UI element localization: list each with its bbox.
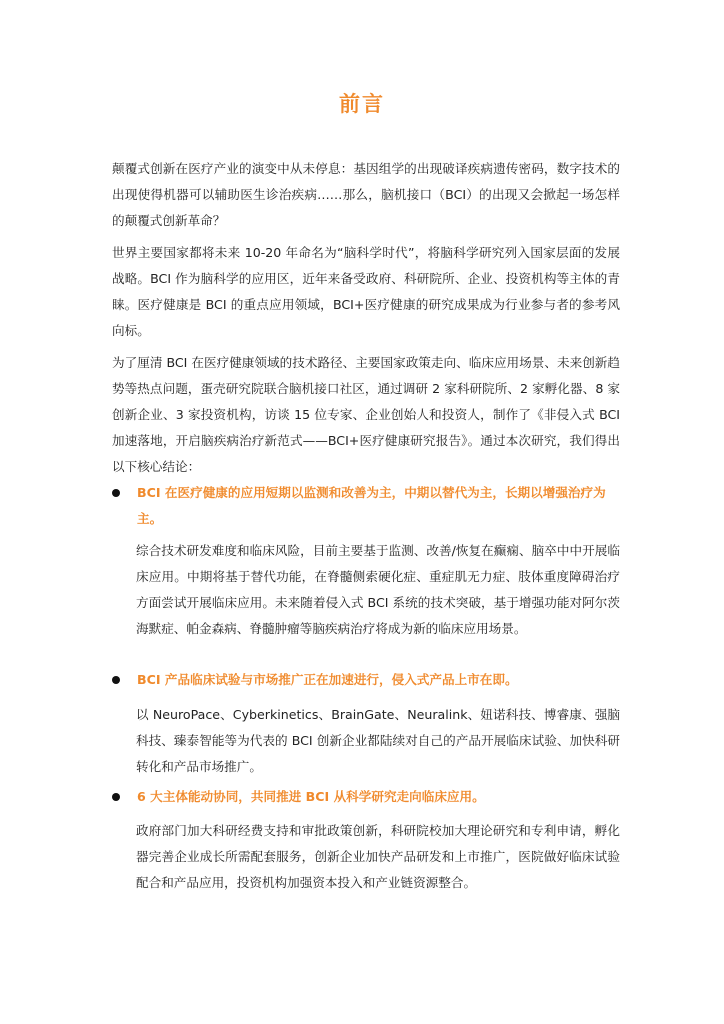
conclusion-body: 综合技术研发难度和临床风险，目前主要基于监测、改善/恢复在癫痫、脑卒中中开展临床应用。中期将基于替代功能，在脊髓侧索硬化症、重症肌无力症、肢体重度障碍治疗方面尝试开展临床应用。未来随着侵入式 BCI 系统的技术突破，基于增强功能对阿尔茨海默症、帕金森病、脊髓肿瘤等脑疾病治疗将成为新的临床应用场景。 [136, 543, 620, 636]
bullet-dot-icon [112, 489, 120, 497]
bullet-dot-icon [112, 793, 120, 801]
conclusion-body: 以 NeuroPace、Cyberkinetics、BrainGate、Neuralink、妞诺科技、博睿康、强脑科技、臻泰智能等为代表的 BCI 创新企业都陆续对自己的产品开展临床试验、加快科研转化和产品市场推广。 [136, 707, 620, 774]
method-paragraph: 为了厘清 BCI 在医疗健康领域的技术路径、主要国家政策走向、临床应用场景、未来创新趋势等热点问题，蛋壳研究院联合脑机接口社区，通过调研 2 家科研院所、2 家孵化器、8 家创新企业、3 家投资机构，访谈 15 位专家、企业创始人和投资人，制作了《非侵入式 BCI 加速落地，开启脑疾病治疗新范式——BCI+医疗健康研究报告》。通过本次研究，我们得出以下核心结论： [112, 355, 620, 474]
intro-paragraph: 颠覆式创新在医疗产业的演变中从未停息：基因组学的出现破译疾病遗传密码，数字技术的出现使得机器可以辅助医生诊治疾病……那么，脑机接口（BCI）的出现又会掀起一场怎样的颠覆式创新革命？ [112, 161, 620, 228]
conclusion-heading: 6 大主体能动协同，共同推进 BCI 从科学研究走向临床应用。 [137, 789, 485, 804]
conclusion-body: 政府部门加大科研经费支持和审批政策创新，科研院校加大理论研究和专利申请，孵化器完善企业成长所需配套服务，创新企业加快产品研发和上市推广，医院做好临床试验配合和产品应用，投资机构加强资本投入和产业链资源整合。 [136, 823, 620, 890]
background-paragraph: 世界主要国家都将未来 10-20 年命名为“脑科学时代”，将脑科学研究列入国家层面的发展战略。BCI 作为脑科学的应用区，近年来备受政府、科研院所、企业、投资机构等主体的青睐。医疗健康是 BCI 的重点应用领域，BCI+医疗健康的研究成果成为行业参与者的参考风向标。 [112, 245, 620, 338]
conclusion-heading: BCI 产品临床试验与市场推广正在加速进行，侵入式产品上市在即。 [137, 672, 518, 687]
conclusion-heading: BCI 在医疗健康的应用短期以监测和改善为主，中期以替代为主，长期以增强治疗为主。 [137, 485, 606, 526]
page-title: 前言 [339, 92, 385, 116]
bullet-dot-icon [112, 676, 120, 684]
